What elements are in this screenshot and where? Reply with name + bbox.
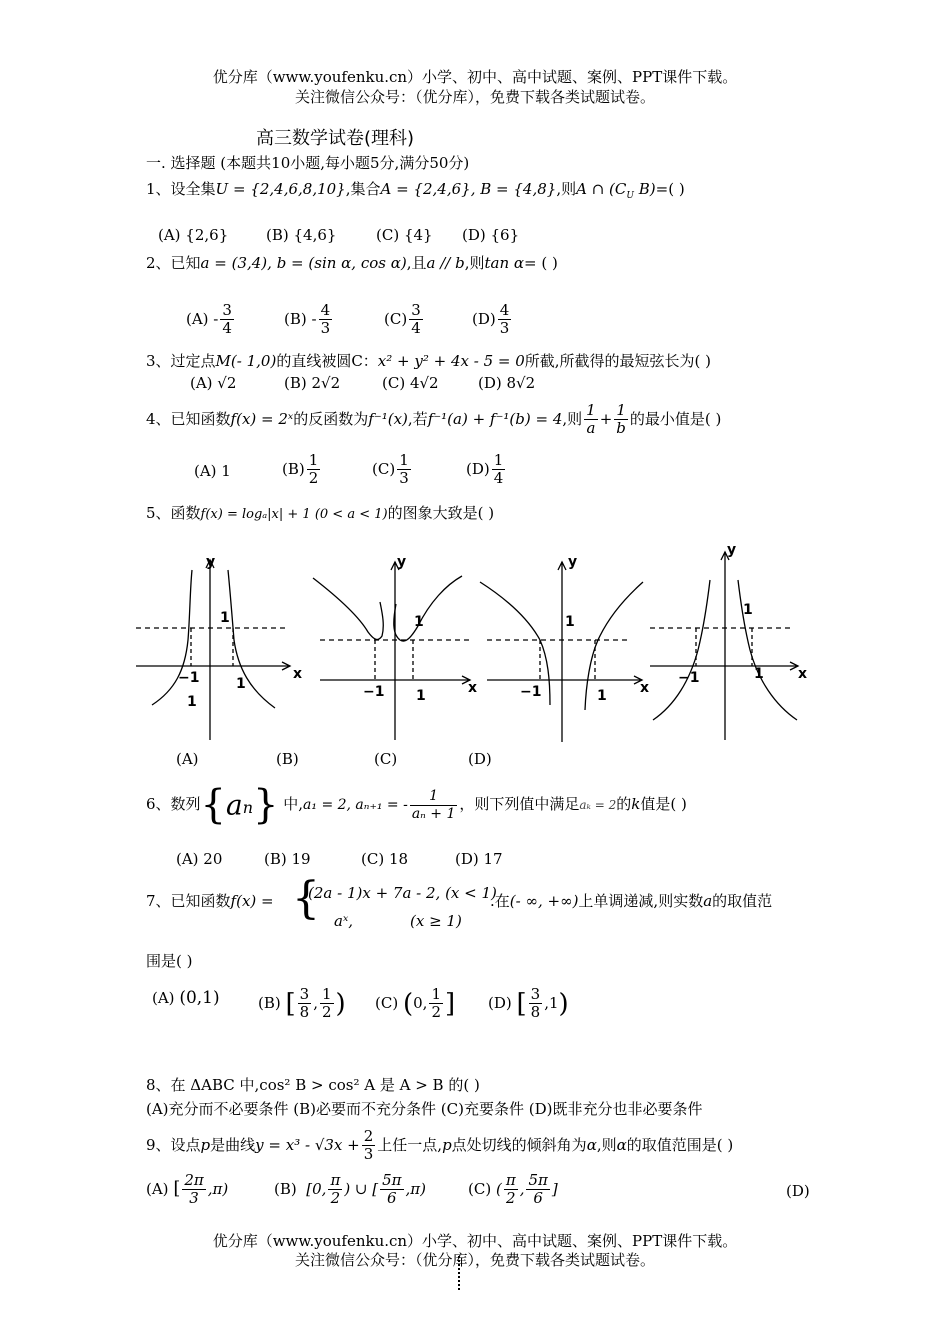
q5-option-b: (B) [276,750,299,768]
graph-b-one-x: 1 [416,688,426,704]
graph-c-neg-one: −1 [520,684,542,700]
graph-d-neg-one: −1 [678,670,700,686]
graph-b-one-y: 1 [414,614,424,630]
question-2: 2、已知a = (3,4), b = (sin α, cos α),且a // b,则tan α= ( ) [146,254,558,272]
graph-b-neg-one: −1 [363,684,385,700]
q7-brace: { [292,873,320,924]
graph-a [136,560,290,740]
q5-option-c: (C) [374,750,398,768]
header-line-1: 优分库（www.youfenku.cn）小学、初中、高中试题、案例、PPT课件下载。 [212,68,738,86]
q5-option-a: (A) [176,750,199,768]
question-6: 6、数列$\{a_n\}$ 中,a₁ = 2, aₙ₊₁ = - $\frac{1}{\text{aₙ + 1}}$ ，则下列值中满足aₖ = 2的k值是( ) [146,782,687,828]
q9-option-a: (A) [ $\frac{2\pi}{3}$ ,π) [146,1171,229,1208]
question-7-tail: .在(- ∞, +∞)上单调递减,则实数a的取值范 [490,892,773,910]
graph-b [313,562,470,740]
question-1: 1、设全集U = {2,4,6,8,10},集合A = {2,4,6}, B = {4,8},则A ∩ ($C_U$ B)=( ) [146,180,685,201]
graph-c-y-label: y [568,554,578,570]
graph-a-one-low: 1 [187,694,197,710]
question-9: 9、设点p是曲线y = x³ - √3x + $\frac{2}{3}$ 上任一点,p点处切线的倾斜角为α,则α的取值范围是( ) [146,1127,734,1164]
q1-option-a: (A) {2,6} [158,226,229,244]
q5-option-d: (D) [468,750,492,768]
q9-option-d: (D) [786,1182,810,1200]
graph-d-y-label: y [727,542,737,558]
q5-graphs [130,540,820,750]
graph-d-one-x: 1 [754,666,764,682]
q7-case-2b: (x ≥ 1) [410,912,462,930]
q1-option-d: (D) {6} [462,226,520,244]
section-heading: 一. 选择题 (本题共10小题,每小题5分,满分50分) [146,154,470,172]
q2-option-a: (A) - $\frac{3}{4}$ [186,301,232,338]
q7-option-a: (A) (0,1) [152,988,220,1008]
q4-option-b: (B) $\frac{1}{2}$ [282,451,319,488]
graph-b-y-label: y [397,554,407,570]
header-line-2: 关注微信公众号：（优分库），免费下载各类试题试卷。 [294,88,655,106]
graph-c-x-label: x [640,680,650,696]
graph-c [480,562,643,742]
graph-a-one-y: 1 [220,610,230,626]
graph-c-one-y: 1 [565,614,575,630]
footer-line-1: 优分库（www.youfenku.cn）小学、初中、高中试题、案例、PPT课件下载。 [212,1232,738,1250]
q7-option-c: (C) (0, $\frac{1}{2}$ ] [375,985,456,1022]
q7-case-2a: aˣ, [334,912,354,930]
q4-option-a: (A) 1 [194,462,231,480]
q6-option-d: (D) 17 [455,850,503,868]
question-5: 5、函数f(x) = logₐ|x| + 1 (0 < a < 1)的图象大致是( ) [146,504,495,522]
footer-line-2: 关注微信公众号：（优分库），免费下载各类试题试卷。 [294,1251,655,1269]
graph-a-one-x: 1 [236,676,246,692]
graph-a-neg-one: −1 [178,670,200,686]
question-3: 3、过定点M(- 1,0)的直线被圆C：x² + y² + 4x - 5 = 0所截,所截得的最短弦长为( ) [146,352,712,370]
q2-option-b: (B) - $\frac{4}{3}$ [284,301,331,338]
graph-a-x-label: x [293,666,303,682]
q6-option-a: (A) 20 [176,850,223,868]
q3-option-d: (D) 8√2 [478,374,536,392]
q9-option-b: (B) [0, $\frac{\pi}{2}$ ) ∪ [ $\frac{5\pi}{6}$ ,π) [274,1171,427,1208]
page-break-marker [458,1256,460,1290]
q3-option-b: (B) 2√2 [284,374,341,392]
q4-option-d: (D) $\frac{1}{4}$ [466,451,504,488]
graph-d-one-y: 1 [743,602,753,618]
q7-option-d: (D) [ $\frac{3}{8}$ ,1) [488,985,569,1022]
q1-option-b: (B) {4,6} [266,226,337,244]
q1-option-c: (C) {4} [376,226,433,244]
q3-option-c: (C) 4√2 [382,374,439,392]
graph-c-one-x: 1 [597,688,607,704]
question-7-line-1: 7、已知函数f(x) = [146,892,274,910]
question-8: 8、在 ΔABC 中,cos² B > cos² A 是 A > B 的( ) [146,1076,480,1094]
graph-d [650,552,798,740]
q7-option-b: (B) [ $\frac{3}{8}$ , $\frac{1}{2}$ ) [258,985,346,1022]
q6-option-b: (B) 19 [264,850,311,868]
q4-option-c: (C) $\frac{1}{3}$ [372,451,409,488]
exam-title: 高三数学试卷(理科) [256,128,415,149]
graph-d-x-label: x [798,666,808,682]
question-8-options: (A)充分而不必要条件 (B)必要而不充分条件 (C)充要条件 (D)既非充分也非必要条件 [146,1100,703,1118]
q3-option-a: (A) √2 [190,374,237,392]
q7-case-1: (2a - 1)x + 7a - 2, (x < 1) [308,884,497,902]
q6-option-c: (C) 18 [361,850,409,868]
q2-option-c: (C) $\frac{3}{4}$ [384,301,421,338]
q2-option-d: (D) $\frac{4}{3}$ [472,301,510,338]
question-7-line-2: 围是( ) [146,952,193,970]
q9-option-c: (C) ( $\frac{\pi}{2}$ , $\frac{5\pi}{6}$ ] [468,1171,558,1208]
question-4: 4、已知函数f(x) = 2ˣ的反函数为f⁻¹(x),若f⁻¹(a) + f⁻¹(b) = 4,则 $\frac{1}{a}$ + $\frac{1}{b}$ 的最小值是( ) [146,401,722,438]
graph-a-y-label: y [206,554,216,570]
graph-b-x-label: x [468,680,478,696]
